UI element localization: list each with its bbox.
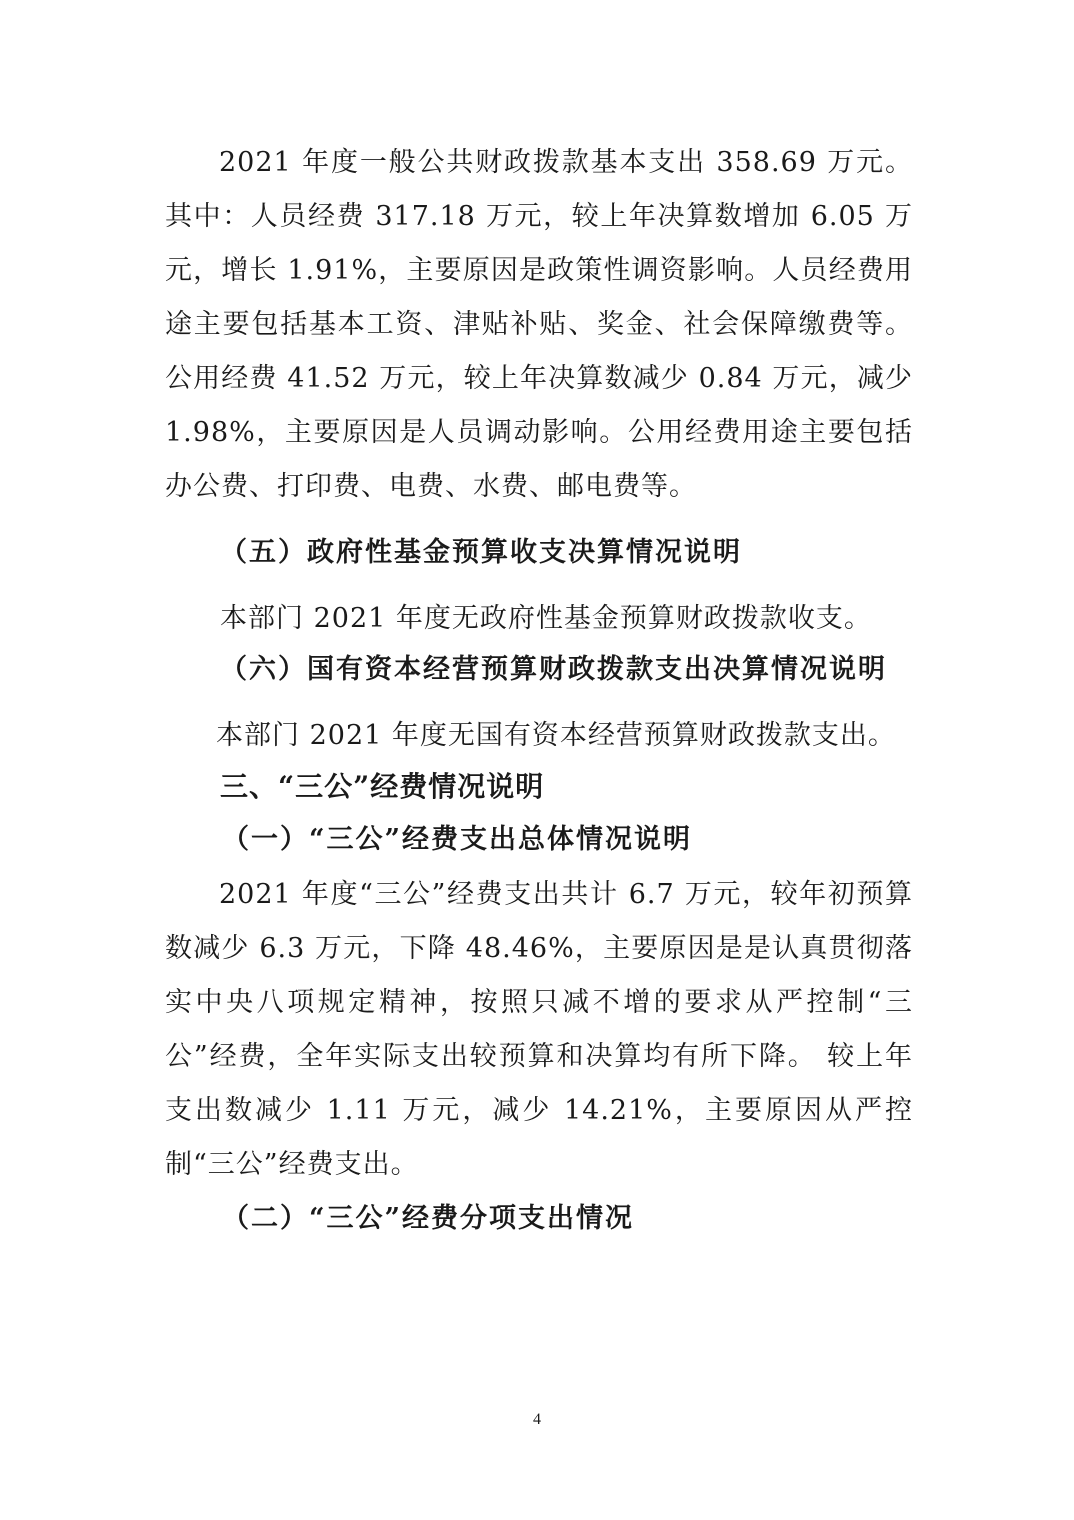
heading-government-fund-budget: （五）政府性基金预算收支决算情况说明 xyxy=(220,537,742,568)
paragraph-government-fund-budget: 本部门 2021 年度无政府性基金预算财政拨款收支。 xyxy=(220,603,872,634)
heading-three-public-itemized: （二）“三公”经费分项支出情况 xyxy=(222,1203,635,1234)
paragraph-three-public-overall: 2021 年度“三公”经费支出共计 6.7 万元，较年初预算数减少 6.3 万元，下降 48.46%，主要原因是是认真贯彻落实中央八项规定精神，按照只减不增的要求从严控制“三公”经费，全年实际支出较预算和决算均有所下降。 较上年支出数减少 1.11 万元，减少 14.21%，主要原因从严控制“三公”经费支出。 xyxy=(165,879,913,1180)
paragraph-basic-expenditure: 2021 年度一般公共财政拨款基本支出 358.69 万元。其中：人员经费 317.18 万元，较上年决算数增加 6.05 万元，增长 1.91%，主要原因是政策性调资影响。人员经费用途主要包括基本工资、津贴补贴、奖金、社会保障缴费等。公用经费 41.52 万元，较上年决算数减少 0.84 万元，减少 1.98%，主要原因是人员调动影响。公用经费用途主要包括办公费、打印费、电费、水费、邮电费等。 xyxy=(165,147,913,502)
heading-three-public-overall: （一）“三公”经费支出总体情况说明 xyxy=(222,824,693,855)
page-number: 4 xyxy=(533,1411,541,1428)
heading-state-capital-budget: （六）国有资本经营预算财政拨款支出决算情况说明 xyxy=(220,654,887,685)
paragraph-state-capital-budget: 本部门 2021 年度无国有资本经营预算财政拨款支出。 xyxy=(216,720,896,751)
heading-three-public-expenses: 三、“三公”经费情况说明 xyxy=(220,770,545,803)
